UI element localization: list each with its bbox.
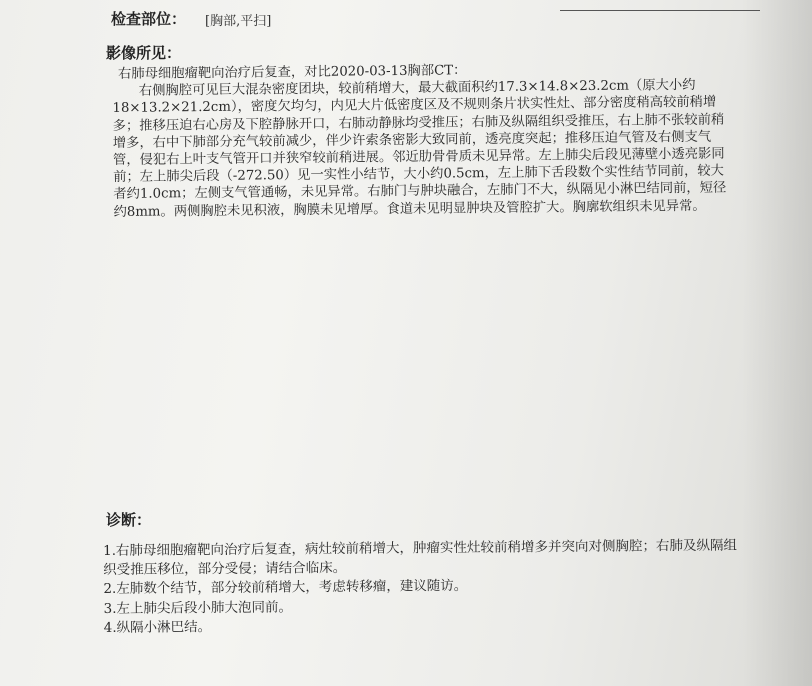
findings-lead: 右肺母细胞瘤靶向治疗后复查，对比2020-03-13胸部CT： xyxy=(118,63,467,82)
exam-part-value: [胸部,平扫] xyxy=(205,14,272,29)
findings-label: 影像所见： xyxy=(106,44,182,62)
diagnosis-list xyxy=(103,536,744,638)
diagnosis-label: 诊断： xyxy=(106,511,152,529)
findings-body: 右侧胸腔可见巨大混杂密度团块，较前稍增大，最大截面积约17.3×14.8×23.2cm（原大小约18×13.2×21.2cm），密度欠均匀，内见大片低密度区及不规则条片状实性灶、部分密度稍高较前稍增多；推移压迫右心房及下腔静脉开口，右肺动静脉均受推压；右肺及纵隔组织受推压，右上肺不张较前稍增多，右中下肺部分充气较前减少，伴少许索条密影大致同前，透亮度突起；推移压迫气管及右侧支气管，侵犯右上叶支气管开口并狭窄较前稍进展。邻近肋骨骨质未见异常。左上肺尖后段见薄壁小透亮影同前；左上肺尖后段（-272.50）见一实性小结节，大小约0.5cm，左上肺下舌段数个实性结节同前，较大者约1.0cm；左侧支气管通畅，未见异常。右肺门与肿块融合，左肺门不大，纵隔见小淋巴结同前，短径约8mm。两侧胸腔未见积液，胸膜未见增厚。食道未见明显肿块及管腔扩大。胸廓软组织未见异常。 xyxy=(112,78,727,220)
diagnosis-item: 1.右肺母细胞瘤靶向治疗后复查，病灶较前稍增大，肿瘤实性灶较前稍增多并突向对侧胸腔；右肺及纵隔组织受推压移位，部分受侵；请结合临床。 xyxy=(103,537,738,578)
header-rule xyxy=(560,10,760,11)
exam-part-label: 检查部位： xyxy=(111,10,187,28)
diagnosis-item: 3.左上肺尖后段小肺大泡同前。 xyxy=(103,598,293,617)
paper-shadow xyxy=(742,0,812,686)
diagnosis-item: 4.纵隔小淋巴结。 xyxy=(103,619,212,636)
findings-text xyxy=(112,60,734,221)
diagnosis-item: 2.左肺数个结节，部分较前稍增大，考虑转移瘤，建议随访。 xyxy=(103,577,468,597)
